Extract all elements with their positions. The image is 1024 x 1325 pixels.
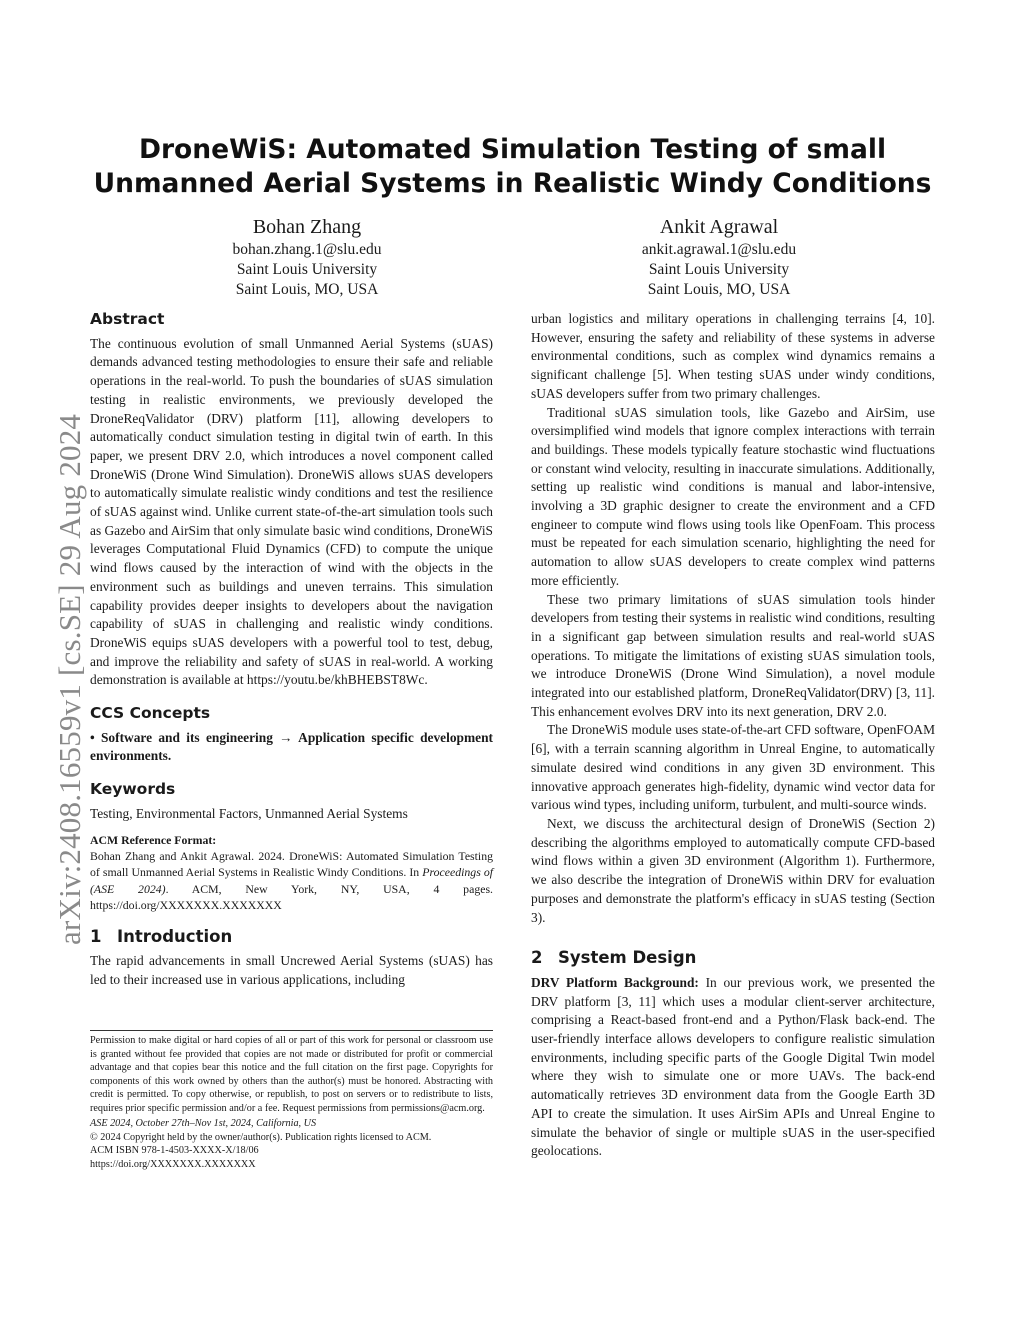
section-title: Introduction (117, 926, 233, 946)
acm-ref-suffix: . ACM, New York, NY, USA, 4 pages. https://doi.org/XXXXXXX.XXXXXXX (90, 881, 493, 913)
isbn-line: ACM ISBN 978-1-4503-XXXX-X/18/06 (90, 1145, 259, 1156)
arxiv-stamp-text: arXiv:2408.16559v1 [cs.SE] 29 Aug 2024 (52, 413, 87, 945)
section-title: System Design (558, 948, 697, 968)
intro-paragraph: The rapid advancements in small Uncrewed Aerial Systems (sUAS) has led to their increased use in various applications, including (90, 953, 493, 987)
keywords-text: Testing, Environmental Factors, Unmanned Aerial Systems (90, 805, 408, 821)
author-email: bohan.zhang.1@slu.edu (232, 241, 382, 258)
author-affiliation: Saint Louis University (236, 261, 378, 278)
acm-ref-proceedings: Proceedings of (ASE 2024) (90, 865, 494, 896)
run-in-heading: DRV Platform Background: (531, 974, 699, 990)
intro-heading (90, 928, 493, 947)
section-number: 2 (531, 948, 543, 968)
ccs-heading: CCS Concepts (90, 704, 211, 723)
footnote (90, 1030, 493, 1171)
author-name: Bohan Zhang (252, 216, 362, 238)
system-design-heading (531, 949, 935, 968)
abstract-text: The continuous evolution of small Unmanned Aerial Systems (sUAS) demands advanced testing methodologies to ensure their safe and reliable operations in the real-world. To push the boundaries of sUAS simulation testing in realistic environments, we previously developed the DroneReqValidator (DRV) platform [11], allowing developers to automatically conduct simulation testing in digital twin of earth. In this paper, we present DRV 2.0, which introduces a novel component called DroneWiS (Drone Wind Simulation). DroneWiS allows sUAS developers to automatically simulate realistic windy conditions and test the resilience of sUAS against wind. Unlike current state-of-the-art simulation tools such as Gazebo and AirSim that only simulate basic wind conditions, DroneWiS leverages Computational Fluid Dynamics (CFD) to compute the unique wind flows caused by the interaction of wind with the objects in the environment such as buildings and uneven terrains. This simulation capability provides deeper insights to developers about the navigation capability of sUAS in challenging and realistic windy conditions. DroneWiS equips sUAS developers with a powerful tool to test, debug, and improve the reliability and safety of sUAS in real-world. A working demonstration is available at https://youtu.be/khBHEBST8Wc. (90, 335, 493, 688)
left-column (90, 310, 493, 990)
author-location: Saint Louis, MO, USA (235, 281, 379, 298)
intro-paragraph: These two primary limitations of sUAS simulation tools hinder developers from testing their systems in realistic wind conditions, resulting in a significant gap between simulation results and real-world sUAS operations. To mitigate the limitations of existing sUAS simulation tools, we introduce DroneWiS (Drone Wind Simulation), a novel module integrated into our established platform, DroneReqValidator(DRV) [3, 11]. This enhancement evolves DRV into its next generation, DRV 2.0. (531, 591, 935, 719)
paper-title: DroneWiS: Automated Simulation Testing of small Unmanned Aerial Systems in Realistic Windy Conditions (93, 134, 932, 199)
keywords-heading: Keywords (90, 780, 176, 799)
intro-paragraph-continued: urban logistics and military operations in challenging terrains [4, 10]. However, ensuring the safety and reliability of these systems in adverse environmental conditions, such as complex wind dynamics remains a significant challenge [5]. When testing sUAS under windy conditions, sUAS developers suffer from two primary challenges. (531, 311, 935, 401)
author-email: ankit.agrawal.1@slu.edu (641, 241, 797, 258)
permission-notice: Permission to make digital or hard copies of all or part of this work for personal or classroom use is granted without fee provided that copies are not made or distributed for profit or commercial advantage and that copies bear this notice and the full citation on the first page. Copyrights for components of this work owned by others than the author(s) must be honored. Abstracting with credit is permitted. To copy otherwise, or republish, to post on servers or to redistribute to lists, requires prior specific permission and/or a fee. Request permissions from permissions@acm.org. (90, 1035, 493, 1114)
acm-ref-label: ACM Reference Format: (90, 832, 217, 847)
system-design-text: In our previous work, we presented the DRV platform [3, 11] which uses a modular client-server architecture, comprising a React-based front-end and a Python/Flask back-end. The user-friendly interface allows developers to configure realistic simulation environments, including specific parts of the Google Digital Twin model where they wish to simulate one or more UAVs. The back-end automatically retrieves 3D environment data from the Google Earth 3D API to create the simulation. It uses AirSim APIs and Unreal Engine to simulate the behavior of single or multiple sUAS in the user-specified geolocations. (531, 974, 936, 1159)
system-design-paragraph (531, 974, 935, 1161)
acm-ref-prefix: Bohan Zhang and Ankit Agrawal. 2024. DroneWiS: Automated Simulation Testing of small Unmanned Aerial Systems in Realistic Windy Conditions. In (90, 848, 493, 880)
author-location: Saint Louis, MO, USA (647, 281, 791, 298)
intro-paragraph: The DroneWiS module uses state-of-the-art CFD software, OpenFOAM [6], with a terrain scanning algorithm in Unreal Engine, to automatically simulate desired wind conditions in any given 3D environment. This innovative approach generates high-fidelity, dynamic wind vector data for various wind types, including uniform, turbulent, and multi-source winds. (531, 722, 935, 813)
conference-name: ASE 2024, October 27th–Nov 1st, 2024, California, US (90, 1118, 317, 1129)
right-column (531, 310, 935, 1161)
ccs-concept: • Software and its engineering → Application specific development environments. (90, 729, 493, 764)
intro-paragraph: Traditional sUAS simulation tools, like Gazebo and AirSim, use oversimplified wind models that ignore complex interactions with terrain and buildings. These models typically feature stochastic wind fluctuations or constant wind velocity, resulting in inaccurate simulations. Additionally, setting up realistic wind conditions is manual and labor-intensive, involving a 3D graphic designer to create the environment and a CFD engineer to compute wind flows using tools like OpenFoam. This process must be repeated for each simulation scenario, highlighting the need for automation to allow sUAS developers to create complex wind patterns more efficiently. (531, 404, 935, 588)
author-affiliation: Saint Louis University (648, 261, 790, 278)
author-block (569, 214, 869, 300)
author-block (157, 214, 457, 300)
doi-line: https://doi.org/XXXXXXX.XXXXXXX (90, 1158, 256, 1170)
intro-paragraph: Next, we discuss the architectural design of DroneWiS (Section 2) describing the algorithms employed to automatically compute CFD-based wind flows within a given 3D environment (Algorithm 1). Furthermore, we also describe the integration of DroneWiS within DRV for evaluation purposes and demonstrate the platform's efficacy in sUAS testing (Section 3). (531, 815, 935, 925)
abstract-heading: Abstract (90, 310, 165, 328)
acm-ref-text (90, 848, 493, 914)
author-name: Ankit Agrawal (659, 216, 779, 238)
conference-info (90, 1117, 493, 1131)
section-number: 1 (90, 926, 102, 946)
copyright-line: © 2024 Copyright held by the owner/author(s). Publication rights licensed to ACM. (90, 1131, 432, 1143)
